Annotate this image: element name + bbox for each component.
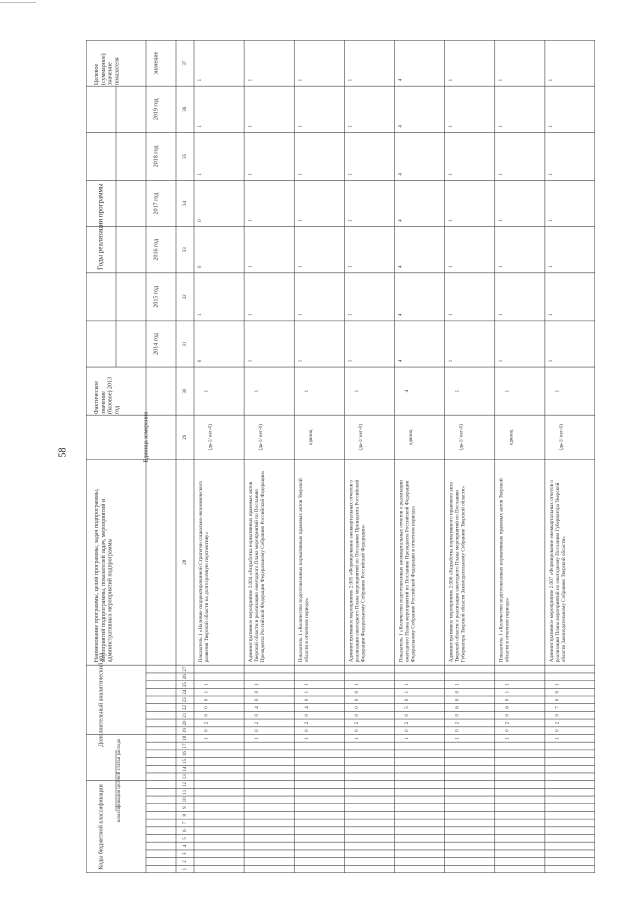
row-2-code-7: 0 xyxy=(254,690,260,694)
row-7-year-2016: 1 xyxy=(498,265,504,269)
row-4-year-2014: 1 xyxy=(348,359,354,363)
text-line: Целевое xyxy=(93,63,100,85)
row-4-year-2017: 1 xyxy=(348,219,354,222)
row-7-year-2017: 1 xyxy=(498,219,504,222)
row-4-code-1: 1 xyxy=(355,737,361,740)
row-2-unit: (да-1/ нет-0) xyxy=(258,424,264,451)
column-number-5: 5 xyxy=(183,837,189,840)
text-line: Губернатора Тверской области Законодательному Собранию Тверской области» xyxy=(460,485,467,663)
row-7-year-2015: 1 xyxy=(498,313,504,317)
row-5-fact: 4 xyxy=(405,389,411,393)
row-1-name xyxy=(197,480,210,662)
row-2-year-2016: 1 xyxy=(248,265,254,269)
row-4-code-5: 0 xyxy=(355,706,361,709)
row-2-year-2019: 1 xyxy=(248,125,254,128)
row-8-code-1: 1 xyxy=(555,737,561,740)
year-header-2016: 2016 год xyxy=(153,238,160,261)
row-6-year-2014: 1 xyxy=(448,359,454,363)
year-header-2015: 2015 год xyxy=(153,285,160,308)
column-number-23: 23 xyxy=(183,697,189,703)
row-1-code-8: 1 xyxy=(204,683,210,686)
text-line: Показатель 1 «Количество подготовленных нормативных правовых актов Тверской xyxy=(498,478,505,663)
row-2-code-1: 1 xyxy=(254,737,260,740)
row-3-unit: единиц xyxy=(308,429,314,445)
row-7-code-8: 1 xyxy=(505,683,511,686)
row-2-code-8: 1 xyxy=(254,683,260,686)
text-line: Административное мероприятие 2.004 «Разработка нормативных правовых актов xyxy=(248,481,255,663)
column-number-30: 30 xyxy=(183,388,189,394)
column-number-4: 4 xyxy=(183,844,189,848)
row-7-code-1: 1 xyxy=(505,737,511,740)
row-3-target: 1 xyxy=(298,78,304,82)
row-8-year-2019: 1 xyxy=(549,125,555,128)
text-line: Фактическое xyxy=(93,381,100,415)
text-line: мероприятий подпрограммы, показателей задач, мероприятий и xyxy=(100,498,107,663)
row-7-target: 1 xyxy=(498,78,504,82)
row-8-year-2014: 1 xyxy=(549,359,555,363)
column-number-21: 21 xyxy=(183,712,189,718)
row-4-name xyxy=(348,480,366,663)
text-line: административных мероприятий подпрограммы xyxy=(107,538,114,663)
text-line: Федерации Федеральному Собранию Российской Федерации» xyxy=(360,524,367,663)
text-line: значение xyxy=(107,62,114,85)
row-1-year-2017: 0 xyxy=(198,219,204,222)
row-3-code-8: 1 xyxy=(304,683,310,686)
text-line: Административное мероприятие 2.005 «Формирование ежеквартальных отчетов о xyxy=(348,480,355,663)
column-number-9: 9 xyxy=(183,806,189,809)
row-5-year-2016: 4 xyxy=(398,265,404,269)
row-5-unit: единиц xyxy=(409,429,415,445)
text-line: Президента Российской Федерации Федеральному Собранию Российской Федерации» xyxy=(260,470,267,663)
text-line: Наименование программы, целей программы, задач подпрограммы, xyxy=(93,488,100,663)
row-2-year-2015: 1 xyxy=(248,313,254,317)
row-7-code-4: 0 xyxy=(505,713,511,717)
row-7-year-2014: 1 xyxy=(498,359,504,363)
column-number-26: 26 xyxy=(183,674,189,680)
text-line: Административное мероприятие 2.007 «Формирование ежеквартальных отчетов о xyxy=(548,480,555,663)
column-number-32: 32 xyxy=(183,294,189,300)
row-8-code-7: 0 xyxy=(555,690,561,694)
row-4-fact: 1 xyxy=(355,389,361,393)
column-number-37: 37 xyxy=(183,60,189,66)
row-1-year-2014: 0 xyxy=(198,359,204,363)
column-number-24: 24 xyxy=(183,689,189,695)
year-header-2014: 2014 год xyxy=(153,333,160,355)
row-5-code-5: 5 xyxy=(405,706,411,709)
column-number-29: 29 xyxy=(183,434,189,440)
text-line: (базовое) 2013 xyxy=(107,376,114,415)
row-2-code-5: 4 xyxy=(254,706,260,709)
row-6-name xyxy=(448,481,467,662)
row-7-code-2: 0 xyxy=(505,729,511,732)
row-4-code-2: 0 xyxy=(355,729,361,732)
column-number-8: 8 xyxy=(183,814,189,817)
dop-code-group-header: Дополнительный аналитический код xyxy=(98,652,105,747)
text-line: Административное мероприятие 2.006 «Разработка нормативного правового акта xyxy=(448,482,455,663)
row-4-year-2016: 1 xyxy=(348,265,354,269)
row-8-year-2017: 1 xyxy=(549,219,555,222)
year-header-2018: 2018 год xyxy=(153,145,160,168)
row-7-code-7: 1 xyxy=(505,690,511,694)
row-1-code-2: 0 xyxy=(204,729,210,732)
row-6-year-2019: 1 xyxy=(448,125,454,128)
row-2-fact: 1 xyxy=(254,389,260,393)
row-2-code-6: 0 xyxy=(254,698,260,702)
row-8-fact: 1 xyxy=(555,389,561,393)
column-number-19: 19 xyxy=(183,728,189,734)
column-number-34: 34 xyxy=(183,201,189,207)
row-1-year-2019: 1 xyxy=(198,125,204,128)
row-3-code-5: 4 xyxy=(304,706,310,709)
year-header-2019: 2019 год xyxy=(153,98,160,121)
row-1-code-1: 1 xyxy=(204,737,210,740)
row-6-target: 1 xyxy=(448,78,454,82)
page-number: 58 xyxy=(57,447,69,458)
row-6-code-3: 2 xyxy=(455,721,461,725)
row-4-year-2018: 1 xyxy=(348,173,354,176)
row-6-code-6: 0 xyxy=(455,698,461,702)
kbk-group-header: Коды бюджетной классификации xyxy=(98,784,105,870)
column-number-10: 10 xyxy=(183,797,189,803)
row-5-year-2014: 4 xyxy=(398,359,404,363)
row-6-code-8: 1 xyxy=(455,683,461,686)
text-line: Показатель 1 «Количество подготовленных нормативных правовых актов Тверской xyxy=(298,478,305,663)
column-number-14: 14 xyxy=(183,766,189,772)
row-4-code-4: 0 xyxy=(355,713,361,717)
row-7-year-2019: 1 xyxy=(498,125,504,128)
row-4-unit: (да-1/ нет-0) xyxy=(359,424,365,451)
row-8-name xyxy=(549,480,567,663)
column-number-27: 27 xyxy=(183,666,189,672)
column-number-18: 18 xyxy=(183,735,189,741)
text-line: области в отчетном периоде» xyxy=(304,597,311,663)
row-8-code-3: 2 xyxy=(555,721,561,725)
row-4-code-6: 0 xyxy=(355,698,361,702)
text-line: (суммарное) xyxy=(100,53,107,85)
text-line: показателя xyxy=(114,57,121,85)
row-8-year-2015: 1 xyxy=(549,313,555,317)
column-number-25: 25 xyxy=(183,681,189,687)
row-2-year-2018: 1 xyxy=(248,173,254,176)
row-8-code-2: 0 xyxy=(555,729,561,732)
row-6-unit: (да-1/ нет-0) xyxy=(459,424,465,451)
name-column-header xyxy=(93,488,114,662)
row-6-year-2018: 1 xyxy=(448,173,454,176)
row-3-name xyxy=(297,478,310,662)
row-7-code-3: 2 xyxy=(505,721,511,725)
row-3-year-2015: 1 xyxy=(298,313,304,317)
row-7-fact: 1 xyxy=(505,389,511,393)
row-7-code-5: 6 xyxy=(505,706,511,709)
row-5-code-6: 0 xyxy=(405,698,411,702)
column-number-3: 3 xyxy=(183,852,189,856)
row-1-fact: 1 xyxy=(204,389,210,393)
row-1-unit: (да-1/ нет-0) xyxy=(208,424,214,451)
column-number-35: 35 xyxy=(183,153,189,159)
text-line: реализации ежегодного Плана мероприятий по Посланию Президента Российской xyxy=(354,479,361,663)
row-3-fact: 1 xyxy=(304,389,310,393)
row-5-code-8: 1 xyxy=(405,683,411,686)
row-6-code-4: 0 xyxy=(455,713,461,717)
row-6-year-2015: 1 xyxy=(448,313,454,317)
row-3-code-2: 0 xyxy=(304,729,310,732)
column-number-31: 31 xyxy=(183,341,189,347)
row-3-year-2016: 1 xyxy=(298,265,304,269)
text-line: ежегодного Плана мероприятий по Посланию Президента Российской Федерации xyxy=(404,480,411,663)
row-4-target: 1 xyxy=(348,78,354,82)
row-4-code-3: 2 xyxy=(355,721,361,725)
row-8-code-6: 0 xyxy=(555,698,561,702)
column-number-28: 28 xyxy=(183,559,189,565)
row-5-target: 4 xyxy=(398,78,404,82)
row-2-code-2: 0 xyxy=(254,729,260,732)
row-3-year-2014: 1 xyxy=(298,359,304,363)
column-number-6: 6 xyxy=(183,829,189,832)
row-5-year-2019: 4 xyxy=(398,125,404,128)
row-6-code-1: 1 xyxy=(455,737,461,740)
text-line: области Законодательному Собранию Тверской области» xyxy=(560,536,567,663)
years-group-header: Годы реализации программы xyxy=(96,183,105,270)
row-8-target: 1 xyxy=(549,78,555,82)
row-3-year-2019: 1 xyxy=(298,125,304,128)
row-1-code-6: 0 xyxy=(204,698,210,702)
row-7-name xyxy=(498,478,511,662)
row-8-unit: (да-1/ нет-0) xyxy=(559,424,565,451)
column-number-12: 12 xyxy=(183,782,189,788)
row-4-year-2015: 1 xyxy=(348,313,354,317)
scan-edge-mark xyxy=(0,2,36,3)
row-7-code-6: 0 xyxy=(505,698,511,702)
column-number-13: 13 xyxy=(183,774,189,780)
row-5-year-2015: 4 xyxy=(398,313,404,317)
row-4-year-2019: 1 xyxy=(348,125,354,128)
row-3-code-6: 0 xyxy=(304,698,310,702)
row-5-year-2017: 4 xyxy=(398,219,404,222)
target-group-header xyxy=(94,53,121,85)
row-5-name xyxy=(398,480,416,662)
column-number-20: 20 xyxy=(183,720,189,726)
text-line: Тверской области в реализацию ежегодного Плана мероприятий по Посланию xyxy=(254,488,261,663)
column-number-33: 33 xyxy=(183,247,189,253)
row-2-year-2017: 1 xyxy=(248,219,254,222)
text-line: развития Тверской области на долгосрочную перспективу» xyxy=(203,531,210,663)
column-number-36: 36 xyxy=(183,106,189,112)
text-line: области в отчетном периоде» xyxy=(504,597,511,663)
column-number-7: 7 xyxy=(183,821,189,825)
row-8-code-4: 0 xyxy=(555,713,561,717)
row-6-fact: 1 xyxy=(455,389,461,393)
column-number-16: 16 xyxy=(183,751,189,757)
row-4-code-8: 1 xyxy=(355,683,361,686)
column-number-2: 2 xyxy=(183,860,189,863)
row-1-year-2018: 1 xyxy=(198,173,204,176)
row-8-year-2016: 1 xyxy=(549,265,555,269)
row-3-code-4: 0 xyxy=(304,713,310,717)
row-7-unit: единиц xyxy=(509,429,515,445)
text-line: Тверской области о реализации ежегодного Плана мероприятий по Посланию xyxy=(454,489,461,663)
column-number-1: 1 xyxy=(183,867,189,871)
row-3-code-7: 1 xyxy=(304,690,310,694)
row-3-code-3: 2 xyxy=(304,721,310,725)
unit-column-header: Единица измерения xyxy=(143,411,150,463)
row-6-code-2: 0 xyxy=(455,729,461,732)
row-8-year-2018: 1 xyxy=(549,173,555,176)
column-number-17: 17 xyxy=(183,743,189,749)
row-6-code-5: 6 xyxy=(455,706,461,709)
row-6-code-7: 0 xyxy=(455,690,461,694)
row-5-code-7: 1 xyxy=(405,690,411,694)
row-5-year-2018: 4 xyxy=(398,173,404,176)
row-1-code-3: 2 xyxy=(204,721,210,725)
year-header-2017: 2017 год xyxy=(153,192,160,215)
row-2-target: 1 xyxy=(248,78,254,82)
row-1-target: 1 xyxy=(198,78,204,82)
target-value-header: значение xyxy=(153,51,160,75)
column-number-15: 15 xyxy=(183,758,189,764)
row-8-code-8: 1 xyxy=(555,683,561,686)
column-number-22: 22 xyxy=(183,705,189,711)
ksr-subheader: классификация целевой статьи расхода xyxy=(117,739,123,823)
row-1-code-4: 0 xyxy=(204,713,210,717)
text-line: реализации Плана мероприятий по ежегодному Посланию Губернатора Тверской xyxy=(554,482,561,663)
column-number-11: 11 xyxy=(183,789,189,795)
fact-column-header xyxy=(94,377,121,414)
row-2-year-2014: 1 xyxy=(248,359,254,363)
text-line: год xyxy=(114,405,121,415)
row-3-year-2017: 1 xyxy=(298,219,304,222)
row-8-code-5: 7 xyxy=(555,706,561,709)
row-6-year-2017: 1 xyxy=(448,219,454,222)
row-5-code-3: 2 xyxy=(405,721,411,725)
text-line: Показатель 1 «Наличие скорректированной Стратегии социально-экономического xyxy=(197,480,204,663)
row-5-code-4: 0 xyxy=(405,713,411,717)
program-indicators-table xyxy=(86,40,595,873)
row-1-code-7: 1 xyxy=(204,690,210,694)
row-3-year-2018: 1 xyxy=(298,173,304,176)
row-7-year-2018: 1 xyxy=(498,173,504,176)
text-line: Показатель 1 «Количество подготовленных ежеквартальных отчетов о реализации xyxy=(398,480,405,663)
row-5-code-1: 1 xyxy=(405,737,411,740)
row-1-year-2015: 1 xyxy=(198,313,204,317)
row-4-code-7: 0 xyxy=(355,690,361,694)
row-2-name xyxy=(247,470,266,662)
text-line: Федеральному Собранию Российской Федерации в отчетном периоде» xyxy=(410,505,417,663)
text-line: значение xyxy=(100,391,107,415)
row-3-code-1: 1 xyxy=(304,737,310,740)
row-1-code-5: 0 xyxy=(204,706,210,709)
row-6-year-2016: 1 xyxy=(448,265,454,269)
row-1-year-2016: 0 xyxy=(198,265,204,269)
row-2-code-3: 2 xyxy=(254,721,260,725)
row-5-code-2: 0 xyxy=(405,729,411,732)
row-2-code-4: 0 xyxy=(254,713,260,717)
